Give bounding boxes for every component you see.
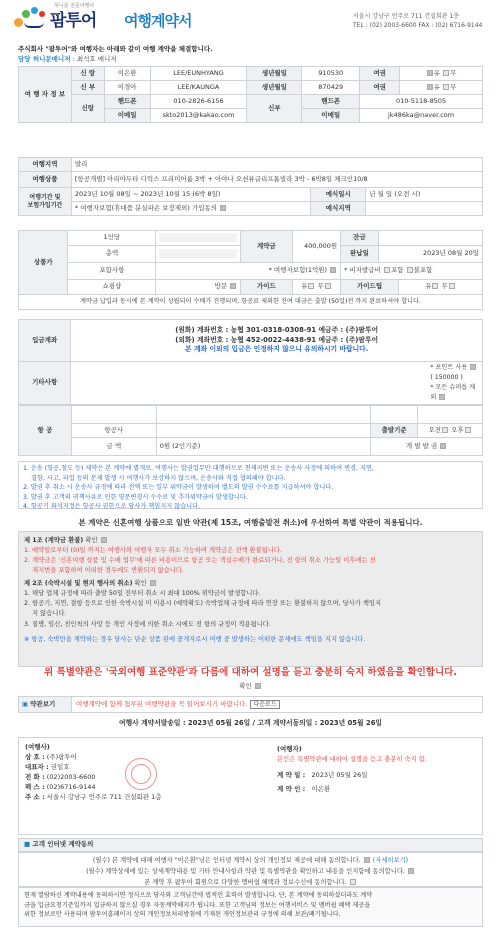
- visits-checkbox[interactable]: [230, 283, 236, 289]
- customer-note: 본인은 특별약관에 대하여 설명을 듣고 충분히 숙지 함.: [277, 756, 427, 764]
- customer-info: [277, 744, 477, 795]
- visa-item: [341, 263, 483, 280]
- separate-checkbox[interactable]: [440, 443, 446, 449]
- logo-subtitle: 허니문 전문여행사: [54, 3, 95, 9]
- separate-ticketing: [371, 438, 483, 456]
- consent-text-1: (필수) 본 계약에 대해 여행자 "이은환"님은 인터넷 계약서 상의 개인정보 제공에 대해 동의합니다.: [92, 857, 361, 864]
- final-notice: [18, 887, 483, 927]
- point-use-checkbox[interactable]: [470, 364, 476, 370]
- manager-value: : 최석호 매니저: [70, 55, 117, 63]
- groom-phone-label: 핸드폰: [104, 95, 150, 109]
- other-label: 기타사항: [19, 362, 71, 405]
- price-table: [18, 230, 483, 310]
- visa-item-text: * 비자발급비: [344, 266, 381, 275]
- yes-label: 유: [433, 82, 440, 91]
- blurred-value: [159, 249, 237, 258]
- clause1-confirm-checkbox[interactable]: [101, 537, 107, 543]
- agency-addr-row: [25, 792, 235, 802]
- groom-birth: 910530: [302, 67, 360, 81]
- intro-text: 주식회사 "팜투어"와 여행자는 아래와 같이 여행 계약을 체결합니다.: [18, 45, 213, 53]
- no-label: 무: [450, 82, 457, 91]
- groom-passport-options: [400, 67, 483, 81]
- blurred-value: [159, 233, 237, 242]
- point-use: [430, 363, 479, 373]
- guide-label: 가이드: [241, 280, 292, 295]
- per-person-value: [156, 231, 241, 246]
- airline-spacer2: [156, 406, 370, 424]
- shopping-label: 쇼핑샵: [68, 280, 156, 295]
- foreign-account: (외화) 계좌번호 : 농협 452-0022-4438-91 예금주 : (주)팜투어: [175, 335, 379, 344]
- terms-label: [19, 697, 72, 712]
- manager-line: [18, 56, 117, 64]
- groom-email: skto2013@kakao.com: [150, 109, 247, 123]
- consent-text-2: (필수) 계약상세에 있는 상세계약내용 및 기타 안내사항과 약관 및 특별약관을 확인하고 내용을 인지함에 동의합니다.: [86, 868, 405, 876]
- am-label: 오전: [428, 425, 441, 434]
- wedding-date-value: 년 월 일 (오전 시): [366, 188, 483, 202]
- product-label: 여행상품: [19, 172, 72, 188]
- consent-text-3: 본 계약 후 팜투어 회원으로 다양한 멤버쉽 혜택과 정보수신에 동의합니다.: [144, 879, 347, 887]
- option-exclude-checkbox[interactable]: [439, 394, 445, 400]
- consent-checkbox-3[interactable]: [350, 879, 356, 885]
- manager-label: 담당 허니문매니저: [18, 55, 71, 63]
- period-label: [19, 188, 72, 216]
- consent-checkbox-2[interactable]: [408, 868, 414, 874]
- special-terms-box: [18, 531, 483, 667]
- logo-name: 팜투어: [50, 11, 97, 31]
- customer-head: (여행자): [277, 745, 302, 753]
- clause1-confirm-label: 확인: [85, 537, 98, 544]
- insurance-consent-checkbox[interactable]: [220, 205, 226, 211]
- agency-fax: (02)6716-9144: [46, 783, 96, 792]
- consent-header: [18, 838, 483, 852]
- insurance-item: [156, 263, 341, 280]
- company-seal: [125, 758, 157, 790]
- trip-table: [18, 157, 483, 216]
- period-value: 2023년 10월 08일 ~ 2023년 10월 15 (6박 8일): [71, 188, 310, 202]
- guide-no-checkbox[interactable]: [325, 283, 331, 289]
- depart-options: [418, 424, 483, 438]
- amount-label: 금 액: [71, 438, 156, 456]
- signature-block: [18, 737, 483, 835]
- traveler-info-table: [18, 66, 483, 123]
- company-address: [353, 12, 488, 30]
- balance-label: 잔금: [341, 231, 379, 246]
- depart-label: 출발기준: [371, 424, 418, 438]
- contractor-label: 계 약 인 :: [277, 784, 306, 793]
- agency-rep: 권일호: [50, 763, 70, 772]
- payment-label: 입금계좌: [19, 320, 71, 362]
- clause2-line: 1. 해당 업체 규정에 따라 출발 50일 전부터 취소 시 최대 100% 위약금이 발생합니다.: [24, 590, 261, 598]
- bullet-icon: ■: [24, 840, 31, 848]
- no-label: 무: [441, 282, 448, 291]
- bride-label: 신 부: [71, 81, 104, 95]
- clause1-title: [24, 536, 477, 546]
- clause2-line: 3. 질병, 임신, 친인척의 사망 등 개인 사정에 의한 취소 시에도 전 항의 규정이 적용됩니다.: [24, 620, 271, 628]
- insurance-item-checkbox[interactable]: [330, 267, 336, 273]
- confirm-label: 확인: [239, 683, 252, 690]
- payment-accounts: [71, 320, 483, 362]
- visits-label: 방문: [214, 282, 228, 291]
- bride-phone-label: 핸드폰: [302, 95, 360, 109]
- guide-yes-checkbox[interactable]: [308, 283, 314, 289]
- consent-item-2: [24, 866, 477, 877]
- balance-value: [378, 231, 482, 246]
- other-options: [430, 363, 479, 403]
- visa-exclude-label: 불포함: [413, 266, 433, 275]
- guide-tip-options: [399, 280, 483, 295]
- amount-value: 0원 (2인기준): [156, 438, 370, 456]
- clause2-title: [24, 579, 477, 589]
- detail-link[interactable]: (자세히보기): [372, 857, 409, 864]
- total-value: [156, 246, 241, 263]
- contract-value: 400,000원: [292, 231, 341, 263]
- visa-include-label: 포함: [390, 266, 404, 275]
- agency-addr: 서울시 강남구 언주로 711 건설회관 1층: [46, 793, 162, 802]
- visa-exclude-checkbox[interactable]: [407, 267, 413, 273]
- download-button[interactable]: 다운로드: [250, 700, 279, 709]
- final-line: 위한 정보로만 사용되며 팜투어홈페이지 상의 개인정보처리방침에 기재된 개인정보관리 규정에 의해 보관/폐기됩니다.: [24, 911, 341, 919]
- header: [0, 0, 500, 40]
- agency-fax-label: 팩 스 :: [25, 783, 45, 792]
- final-line: 현재 열람하신 계약내용에 동의하시면 정식으로 당사와 고객님간에 법적인 효력이 발생합니다. 단, 본 계약에 동의하셨더라도 계약: [24, 892, 373, 899]
- final-line: 금을 입금요청기준일까지 입금하지 않으실 경우 자동계약해지가 됩니다. 또한 고객님의 정보는 여행서비스 및 멤버쉽 혜택 제공을: [24, 901, 371, 909]
- agency-rep-label: 대표자 :: [25, 763, 49, 772]
- option-exclude: [430, 383, 479, 403]
- am-checkbox[interactable]: [442, 427, 448, 433]
- clause1-heading: 제 1조 (계약금 환불): [24, 537, 84, 544]
- bride-birth: 870429: [302, 81, 360, 95]
- guide-tip-label: 가이드팁: [341, 280, 399, 295]
- region-value: 발리: [71, 158, 482, 172]
- clause2-line: 2. 항공기, 지연, 결항 등으로 인한 숙박시설 미 이용시 (예약확도) 숙박업체 규정에 따라 연장 또는 환불하지 않으며, 당사가 책임지: [24, 600, 382, 608]
- clause2-confirm-checkbox[interactable]: [150, 580, 156, 586]
- agency-addr-label: 주 소 :: [25, 793, 45, 802]
- special-terms-title: 본 계약은 신혼여행 상품으로 일반 약관(제 15조, 여행출발전 취소)에 우선하여 특별 약관이 적용됩니다.: [78, 518, 423, 527]
- terms-row: [18, 696, 483, 713]
- no-label: 무: [450, 68, 457, 77]
- airline-spacer: [71, 406, 156, 424]
- bride-email: jk486ka@naver.com: [360, 109, 483, 123]
- price-section-label: 상품가: [19, 231, 68, 295]
- clause2-warning: ※ 항공, 숙박만을 계약하는 경우 당사는 단순 상품 판매 중개자로서 여행 중 발생하는 어떠한 문제에도 책임을 지지 않습니다.: [24, 635, 366, 643]
- agency-tel: (02)2003-6600: [46, 773, 96, 782]
- no-label: 무: [317, 282, 324, 291]
- total-label: 총액: [68, 246, 156, 263]
- tip-yes-checkbox[interactable]: [432, 283, 438, 289]
- guide-options: [292, 280, 341, 295]
- consent-item-1: [24, 855, 477, 866]
- note-line: 결항, 사고, 파업 등의 문제 발생 시 여행사가 보상하지 않으며, 운송사와 직접 협의해야 합니다.: [31, 474, 286, 482]
- balance-date-label: 완납일: [341, 246, 379, 263]
- groom-name: 이은환: [104, 67, 150, 81]
- tel-fax-line: TEL : (02) 2003-6600 FAX : (02) 6716-9144: [353, 22, 483, 29]
- clause1-line: 재지변을 포함하여 어떠한 경우에도 반환되지 않습니다.: [32, 567, 184, 575]
- insurance-item-text: * 여행자보험(1억원): [268, 266, 328, 275]
- option-exclude-label: * 모든 슈퍼옵 제외: [430, 384, 476, 401]
- product-value: [항공개별] 아리아두타 디럭스 프리미어룸 3박 + 아야나 오션뷰글리프톱빌라 3박 - 6박8일 체크인10/8: [71, 172, 482, 188]
- insurance-consent: [71, 202, 310, 216]
- bride-eng-name: LEE/KAUNGA: [150, 81, 247, 95]
- krw-account: (원화) 계좌번호 : 농협 301-0318-0308-91 예금주 : (주)팜투어: [175, 325, 379, 334]
- address-line: 서울시 강남구 언주로 711 건설회관 1층: [353, 13, 459, 20]
- contractor-name: 이은환: [311, 784, 331, 793]
- contract-dates: 여행사 계약서발송일 : 2023년 05월 26일 / 고객 계약서동의일 : 2023년 05월 26일: [119, 719, 382, 727]
- per-person-label: 1인당: [68, 231, 156, 246]
- consent-list: [18, 852, 483, 887]
- depart-spacer: [371, 406, 418, 424]
- traveler-section-label: 여 행 자 정 보: [19, 67, 72, 123]
- page-title: 여행계약서: [124, 12, 192, 30]
- period-label-line1: 여행기간 및: [29, 194, 61, 202]
- wedding-date-label: 예식일시: [311, 188, 366, 202]
- bride-passport-options: [400, 81, 483, 95]
- groom-email-label: 이메일: [104, 109, 150, 123]
- insurance-note: * 여행자보험(휴대품 분실파손 보장제외) 가입동의: [74, 203, 218, 212]
- separate-label: 개 별 발 권: [405, 441, 438, 450]
- flight-table: [18, 405, 483, 456]
- consent-title: 고객 인터넷 계약동의: [32, 840, 94, 848]
- passport-no-checkbox[interactable]: [443, 70, 449, 76]
- terms-text: 여행계약에 함께 첨부된 여행약관을 꼭 읽어보시기 바랍니다.: [76, 699, 248, 708]
- groom-eng-name: LEE/EUNHYANG: [150, 67, 247, 81]
- groom-label: 신 랑: [71, 67, 104, 81]
- period-label-line2: 보험가입기간: [27, 201, 63, 209]
- yes-label: 유: [433, 68, 440, 77]
- yes-label: 유: [301, 282, 308, 291]
- flight-section-label: 항 공: [19, 406, 72, 456]
- agency-name: (주)팜투어: [46, 753, 77, 762]
- region-label: 여행지역: [19, 158, 72, 172]
- included-label: 포함사항: [68, 263, 156, 280]
- confirm-check: [18, 683, 483, 691]
- account-warning: 본 계좌 이외의 입금은 인정하지 않으니 유의하시기 바랍니다.: [185, 345, 369, 354]
- contract-date-label: 계 약 일 :: [277, 770, 306, 779]
- wedding-venue-value: [366, 202, 483, 216]
- confirm-checkbox[interactable]: [255, 683, 261, 689]
- note-line: 2. 발권 후 취소 시 운송사 규정에 따라 전액 또는 일부 위약금이 발생하며 별도의 발권 수수료를 지급하셔야 합니다.: [23, 484, 334, 492]
- clause2-heading: 제 2조 (숙박시설 및 현지 행사의 취소): [24, 580, 133, 588]
- bride-phone: 010-5118-8505: [360, 95, 483, 109]
- clause1-line: 2. 계약금은 '신혼여행 상품 및 수배 업무'에 따른 비용이므로 항공 또는 객실수배가 완료되거나, 전 항의 취소 가능일 이후에는 천: [24, 557, 376, 565]
- contractor-row: [277, 784, 477, 795]
- deposit-note: 계약금 납입과 동시에 본 계약이 성립되어 수배가 진행되며, 항공료 제외한 진여 대금은 출발 (50일)전 까지 완료하셔야 합니다.: [19, 295, 483, 310]
- point-value: ( 150000 ): [430, 374, 463, 382]
- note-line: 1. 운송 (항공,철도 등) 제약은 본 계약에 별개로, 여행사는 발권업무만 대행하므로 천재지변 또는 운송사 사정에 의하여 변경, 지연,: [23, 465, 374, 472]
- bride-name: 이경아: [104, 81, 150, 95]
- other-value: [71, 362, 483, 405]
- groom-passport-label: 여권: [360, 67, 400, 81]
- terms-label-text: 약관보기: [30, 699, 56, 708]
- bride-contact-label: 신부: [247, 95, 302, 123]
- point-use-label: * 포인트 사용: [430, 364, 468, 372]
- clause2-line: 지 않습니다.: [32, 610, 67, 618]
- clause1-line: 1. 예약일로부터 (0)일 까지는 여행사와 여행자 모두 취소 가능하며 계약금은 전액 환불됩니다.: [24, 547, 282, 555]
- bride-passport-label: 여권: [360, 81, 400, 95]
- passport-yes-checkbox[interactable]: [427, 70, 433, 76]
- depart-spacer2: [418, 406, 483, 424]
- shopping-visits: [156, 280, 241, 295]
- wedding-venue-label: 예식지역: [311, 202, 366, 216]
- agency-tel-label: 전 화 :: [25, 773, 45, 782]
- agency-head: (여행사): [25, 743, 50, 751]
- note-line: 3. 발권 후 고객의 귀책사유로 인한 영문변경시 수수료 및 추가위약금이 발생합니다.: [23, 493, 248, 501]
- airline-value: [156, 424, 370, 438]
- document-icon: ▣: [22, 699, 29, 708]
- airline-label: 항공사: [71, 424, 156, 438]
- bride-birth-label: 생년월일: [247, 81, 302, 95]
- confirm-statement: 위 특별약관은 '국외여행 표준약관'과 다름에 대하여 설명을 듣고 충분히 숙지 하였음을 확인합니다.: [44, 667, 457, 678]
- flight-notes: [18, 461, 483, 509]
- clause2-confirm-label: 확인: [134, 580, 147, 588]
- passport-no-checkbox[interactable]: [443, 84, 449, 90]
- pm-checkbox[interactable]: [465, 427, 471, 433]
- passport-yes-checkbox[interactable]: [427, 84, 433, 90]
- groom-birth-label: 생년월일: [247, 67, 302, 81]
- bride-email-label: 이메일: [302, 109, 360, 123]
- contract-date-row: [277, 770, 477, 781]
- tip-no-checkbox[interactable]: [449, 283, 455, 289]
- yes-label: 유: [425, 282, 432, 291]
- contract-date: 2023년 05월 26일: [311, 770, 368, 779]
- payment-table: [18, 319, 483, 405]
- agency-info: [25, 742, 235, 802]
- groom-phone: 010-2826-6156: [150, 95, 247, 109]
- groom-contact-label: 신랑: [71, 95, 104, 123]
- logo-icon: [10, 4, 48, 34]
- contract-label: 계약금: [241, 231, 292, 263]
- note-line: 4. 항공기 좌석지정은 항공사 권한으로 당사가 책임지지 않습니다.: [23, 503, 201, 511]
- pm-label: 오후: [451, 425, 464, 434]
- consent-checkbox-1[interactable]: [364, 857, 370, 863]
- visa-include-checkbox[interactable]: [384, 267, 390, 273]
- agency-name-label: 상 호 :: [25, 753, 45, 762]
- balance-date: 2023년 08월 20일: [378, 246, 482, 263]
